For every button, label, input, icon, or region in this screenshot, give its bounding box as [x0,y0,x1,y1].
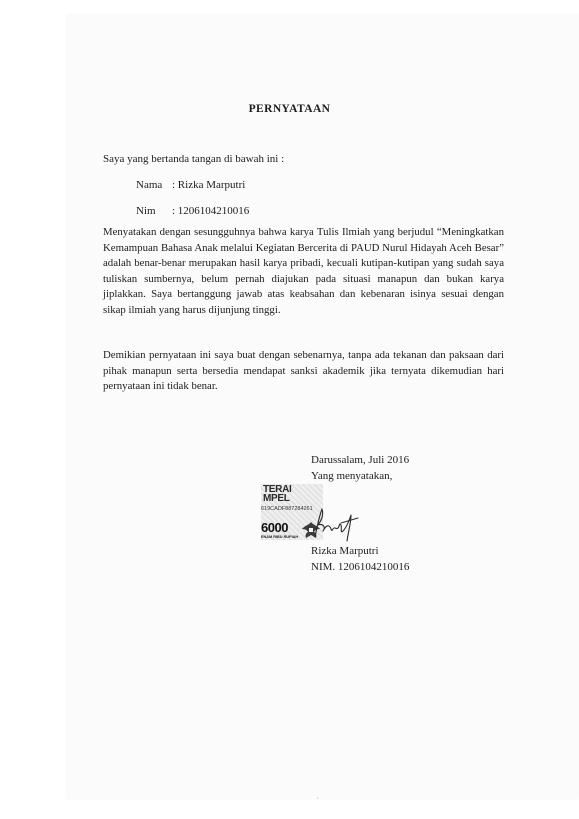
signer-nim: NIM. 1206104210016 [311,561,410,573]
stamp-serial: 619CADF887284261 [261,506,313,512]
page-speck: · [316,794,319,803]
stamp-text-line2: MPEL [263,493,290,504]
nim-value: : 1206104210016 [172,205,250,217]
handwritten-signature [311,501,363,545]
name-label: Nama [136,179,163,191]
signer-name: Rizka Marputri [311,545,379,557]
document-page [68,14,579,799]
nim-label: Nim [136,205,156,217]
stamp-caption: ENAM RIBU RUPIAH [261,535,299,539]
place-date: Darussalam, Juli 2016 [311,454,410,466]
intro-text: Saya yang bertanda tangan di bawah ini : [103,153,285,165]
stamp-value: 6000 [261,520,288,535]
name-value: : Rizka Marputri [172,179,246,191]
document-title: PERNYATAAN [248,103,331,115]
closing-phrase: Yang menyatakan, [311,470,393,482]
closing-paragraph: Demikian pernyataan ini saya buat dengan sebenarnya, tanpa ada tekanan dan paksaan dari pihak manapun serta bersedia mendapat sanksi akademik jika ternyata dikemudian hari pernyataan ini tidak benar. [103,349,504,392]
stamp-text-line1: TERAI [263,484,292,495]
statement-paragraph: Menyatakan dengan sesungguhnya bahwa karya Tulis Ilmiah yang berjudul “Meningkatkan Kemampuan Bahasa Anak melalui Kegiatan Bercerita di PAUD Nurul Hidayah Aceh Besar” adalah benar-benar merupakan hasil karya pribadi, kecuali kutipan-kutipan yang sudah saya tuliskan sumbernya, belum pernah diajukan pada situasi manapun dan bukan karya jiplakkan. Saya bertanggung jawab atas keabsahan dan kebenaran isinya sesuai dengan sikap ilmiah yang harus dijunjung tinggi. [103,226,504,316]
name-row [136,179,245,191]
nim-row [136,205,249,217]
